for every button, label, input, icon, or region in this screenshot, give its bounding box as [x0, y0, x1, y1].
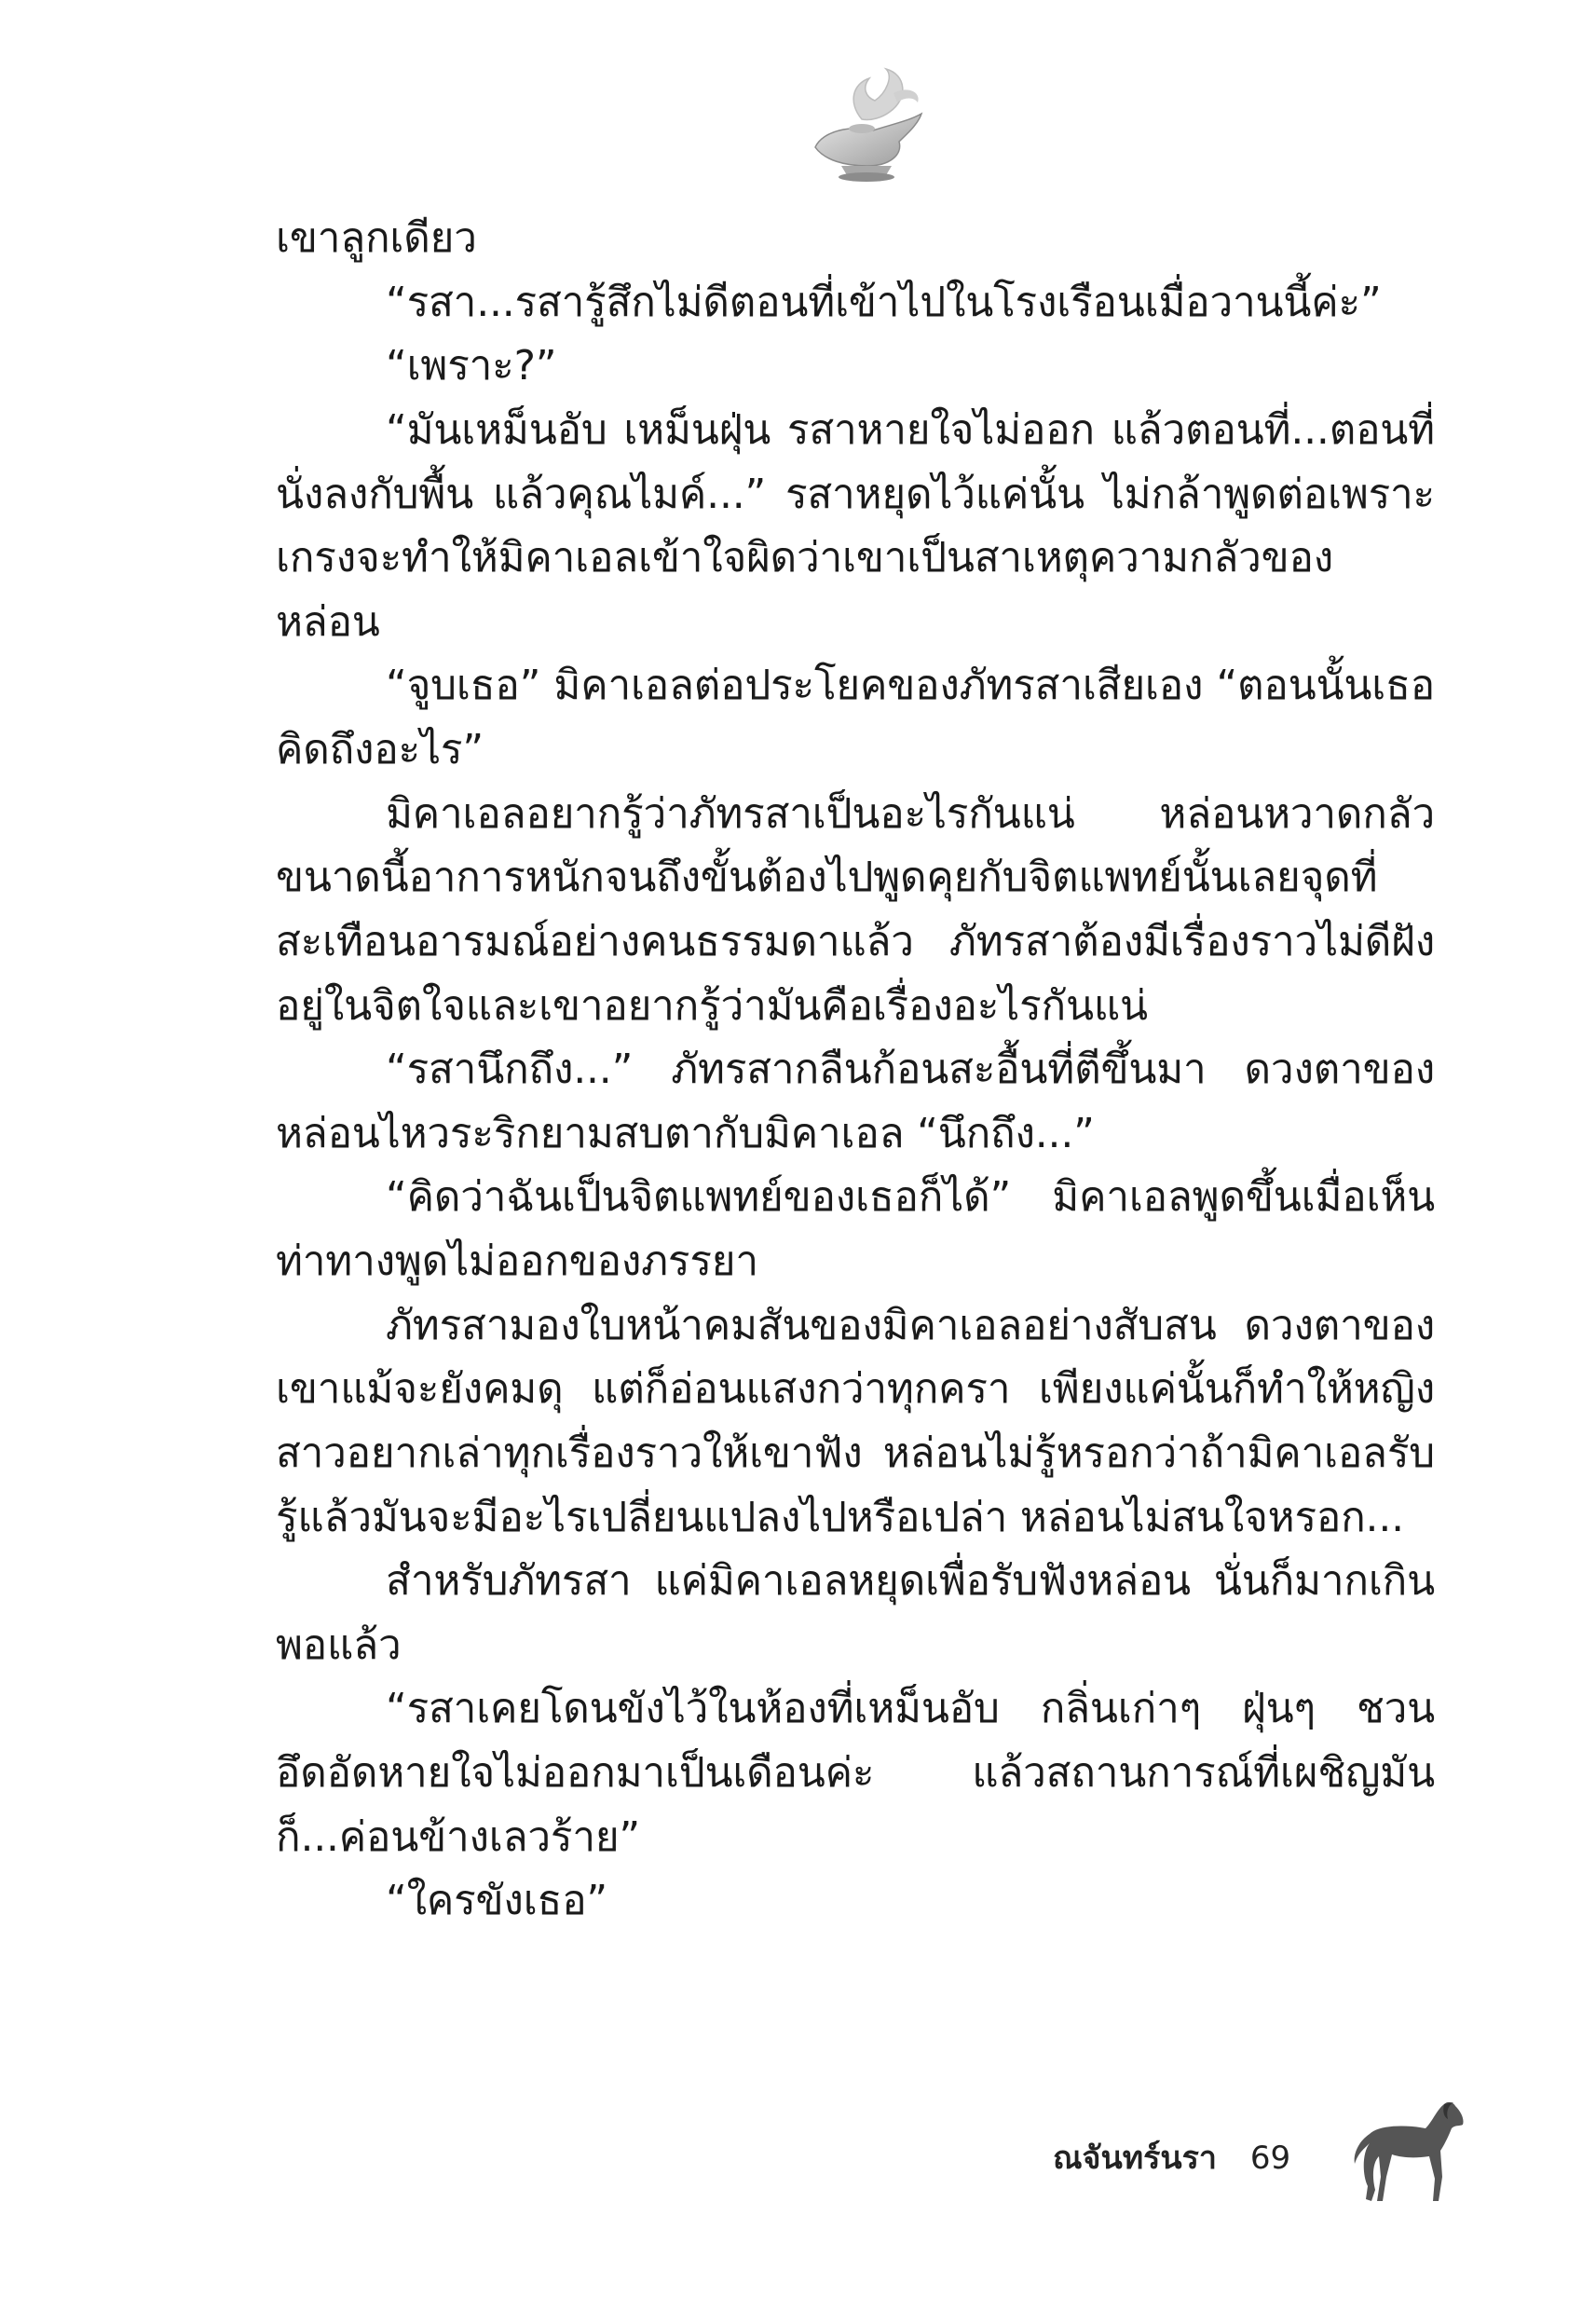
paragraph: เขาลูกเดียว: [276, 214, 477, 262]
paragraph: “รสา...รสารู้สึกไม่ดีตอนที่เข้าไปในโรงเรือนเมื่อวานนี้ค่ะ”: [386, 278, 1382, 326]
paragraph: “รสาเคยโดนขังไว้ในห้องที่เหม็นอับ กลิ่นเก่าๆ ฝุ่นๆ ชวนอึดอัดหายใจไม่ออกมาเป็นเดือนค่ะ แล้วสถานการณ์ที่เผชิญมันก็...ค่อนข้างเลวร้าย”: [276, 1685, 1435, 1861]
paragraph: “คิดว่าฉันเป็นจิตแพทย์ของเธอก็ได้” มิคาเอลพูดขึ้นเมื่อเห็นท่าทางพูดไม่ออกของภรรยา: [276, 1173, 1435, 1285]
paragraph: “มันเหม็นอับ เหม็นฝุ่น รสาหายใจไม่ออก แล้วตอนที่...ตอนที่นั่งลงกับพื้น แล้วคุณไมค์...” รสาหยุดไว้แค่นั้น ไม่กล้าพูดต่อเพราะเกรงจะทำให้มิคาเอลเข้าใจผิดว่าเขาเป็นสาเหตุความกลัวของหล่อน: [276, 405, 1435, 646]
paragraph: “เพราะ?”: [386, 342, 557, 390]
paragraph: มิคาเอลอยากรู้ว่าภัทรสาเป็นอะไรกันแน่ หล่อนหวาดกลัวขนาดนี้อาการหนักจนถึงขั้นต้องไปพูดคุยกับจิตแพทย์นั้นเลยจุดที่สะเทือนอารมณ์อย่างคนธรรมดาแล้ว ภัทรสาต้องมีเรื่องราวไม่ดีฝังอยู่ในจิตใจและเขาอยากรู้ว่ามันคือเรื่องอะไรกันแน่: [276, 789, 1435, 1030]
horse-icon: [1351, 2097, 1472, 2208]
author-name: ณจันทร์นรา: [1053, 2140, 1217, 2177]
paragraph: “จูบเธอ” มิคาเอลต่อประโยคของภัทรสาเสียเอง “ตอนนั้นเธอคิดถึงอะไร”: [276, 662, 1435, 773]
paragraph: “รสานึกถึง...” ภัทรสากลืนก้อนสะอื้นที่ตีขึ้นมา ดวงตาของหล่อนไหวระริกยามสบตากับมิคาเอล “นึกถึง...”: [276, 1046, 1435, 1157]
page-footer: [1053, 2132, 1290, 2182]
page-body: [276, 207, 1435, 1934]
genie-lamp-icon: [797, 65, 936, 186]
page-number: 69: [1249, 2140, 1291, 2177]
paragraph: ภัทรสามองใบหน้าคมสันของมิคาเอลอย่างสับสน ดวงตาของเขาแม้จะยังคมดุ แต่ก็อ่อนแสงกว่าทุกครา เพียงแค่นั้นก็ทำให้หญิงสาวอยากเล่าทุกเรื่องราวให้เขาฟัง หล่อนไม่รู้หรอกว่าถ้ามิคาเอลรับรู้แล้วมันจะมีอะไรเปลี่ยนแปลงไปหรือเปล่า หล่อนไม่สนใจหรอก...: [276, 1301, 1435, 1541]
paragraph: “ใครขังเธอ”: [386, 1877, 608, 1925]
paragraph: สำหรับภัทรสา แค่มิคาเอลหยุดเพื่อรับฟังหล่อน นั่นก็มากเกินพอแล้ว: [276, 1557, 1435, 1669]
